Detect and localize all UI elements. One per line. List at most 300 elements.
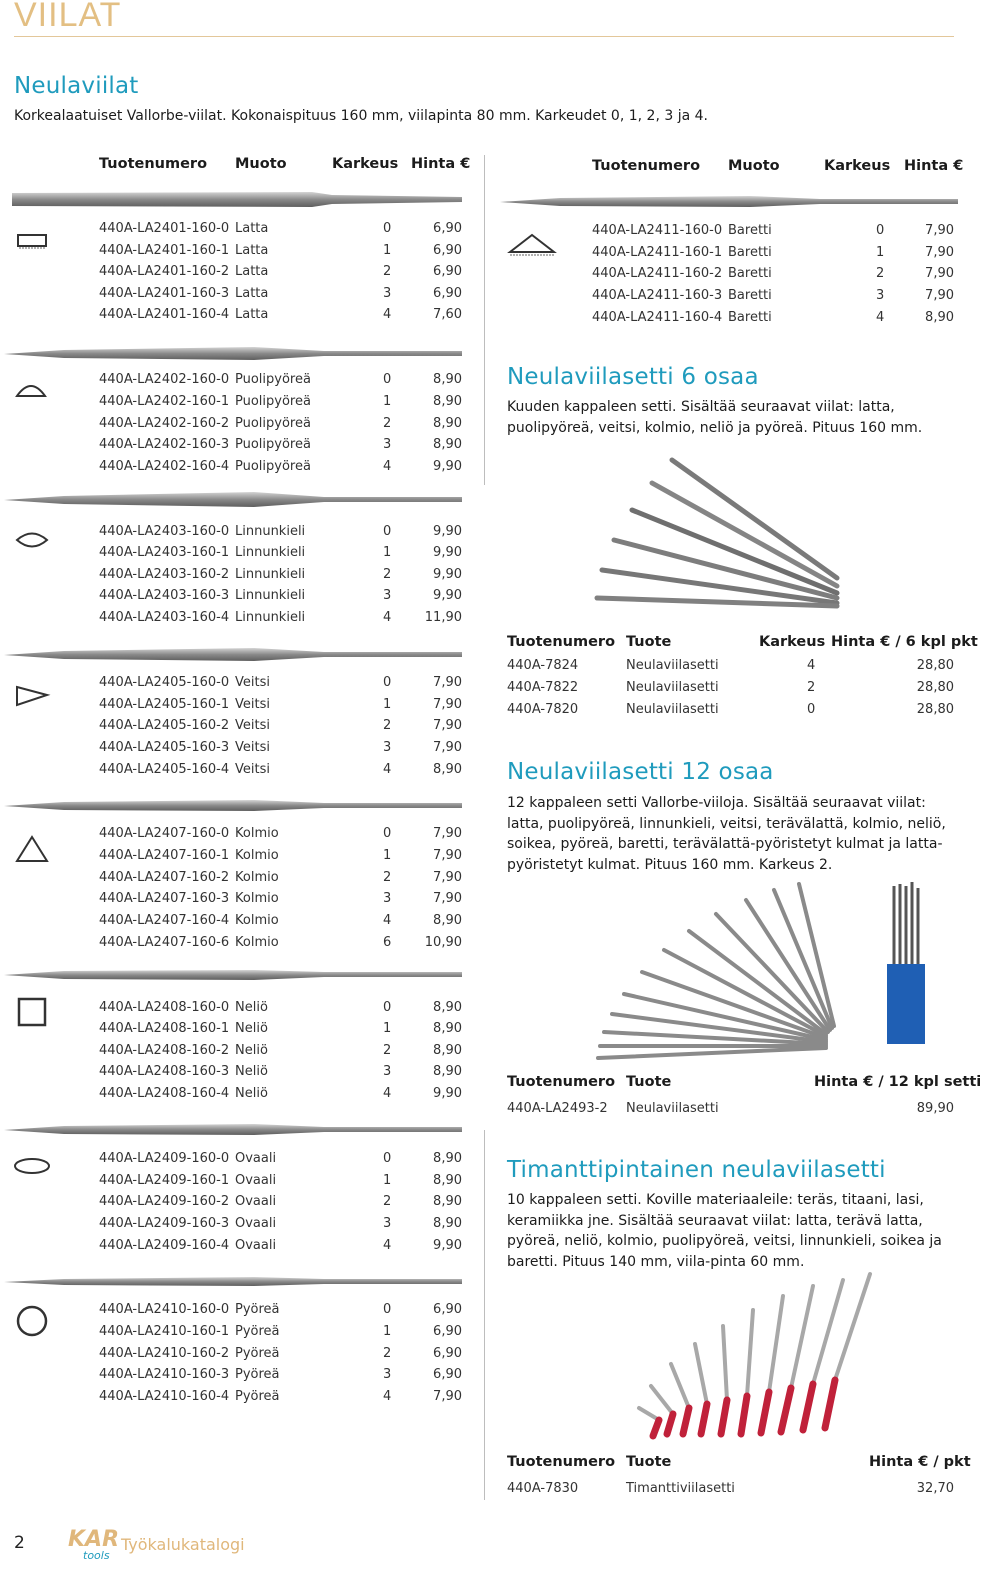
left-header-grade: Karkeus [332,156,399,172]
product-number: 440A-LA2405-160-1 [99,697,230,712]
shape: Kolmio [235,935,279,950]
grade: 4 [876,310,885,325]
product-number: 440A-LA2405-160-3 [99,740,230,755]
shape: Linnunkieli [235,610,306,625]
price: 8,90 [433,1021,462,1036]
table-row [99,1043,462,1065]
price: 11,90 [424,610,462,625]
product-number: 440A-LA2402-160-1 [99,394,230,409]
price: 6,90 [433,221,462,236]
page-number: 2 [14,1533,25,1553]
table-row [99,1389,462,1411]
shape: Ovaali [235,1194,277,1209]
grade: 0 [383,826,392,841]
product-number: 440A-LA2401-160-4 [99,307,230,322]
barrette-profile-icon [506,230,558,258]
grade: 1 [383,545,392,560]
shape: Neliö [235,1086,268,1101]
shape: Puolipyöreä [235,459,311,474]
table-row [507,1481,954,1503]
product-number: 440A-LA2410-160-3 [99,1367,230,1382]
shape: Pyöreä [235,1346,280,1361]
grade: 1 [383,1021,392,1036]
grade: 2 [383,1346,392,1361]
grade: 3 [383,740,392,755]
needle-file-crossing-image [4,490,462,510]
oval-profile-icon [12,1156,52,1176]
price: 6,90 [433,1367,462,1382]
product-number: 440A-LA2410-160-1 [99,1324,230,1339]
set6-header-grade: Karkeus [759,634,826,650]
grade: 3 [383,891,392,906]
shape: Linnunkieli [235,524,306,539]
price: 9,90 [433,1086,462,1101]
grade: 3 [876,288,885,303]
price: 28,80 [916,658,954,673]
table-row [99,740,462,762]
product-number: 440A-LA2402-160-2 [99,416,230,431]
header-divider [14,36,954,37]
table-row [99,1086,462,1108]
shape: Kolmio [235,848,279,863]
product-number: 440A-LA2405-160-4 [99,762,230,777]
grade: 4 [383,1086,392,1101]
shape: Pyöreä [235,1302,280,1317]
table-row [592,266,954,288]
flat-profile-icon [16,232,48,250]
shape: Pyöreä [235,1367,280,1382]
needle-file-flat-image [12,190,462,210]
grade: 2 [383,567,392,582]
right-header-shape: Muoto [728,158,780,174]
product: Neulaviilasetti [626,702,719,717]
price: 7,90 [925,288,954,303]
shape: Ovaali [235,1238,277,1253]
price: 7,90 [433,826,462,841]
set12-product-photo [594,876,944,1066]
table-row [99,567,462,589]
table-row [99,459,462,481]
table-row [99,697,462,719]
grade: 6 [383,935,392,950]
shape: Baretti [728,288,772,303]
table-row [99,307,462,329]
needle-file-square-image [4,965,462,985]
logo-tools-text: tools [83,1549,110,1562]
grade: 0 [383,221,392,236]
left-header-price: Hinta € [411,156,471,172]
price: 6,90 [433,1324,462,1339]
price: 7,90 [925,245,954,260]
grade: 4 [383,1238,392,1253]
grade: 2 [876,266,885,281]
set12-header-price: Hinta € / 12 kpl setti [814,1074,981,1090]
grade: 4 [383,610,392,625]
shape: Linnunkieli [235,588,306,603]
table-row [99,1324,462,1346]
shape: Veitsi [235,718,270,733]
table-row [592,310,954,332]
price: 8,90 [433,913,462,928]
section-title-set12: Neulaviilasetti 12 osaa [507,759,774,785]
shape: Baretti [728,266,772,281]
price: 8,90 [433,1000,462,1015]
product-number: 440A-LA2408-160-4 [99,1086,230,1101]
table-row [592,223,954,245]
grade: 4 [807,658,816,673]
shape: Neliö [235,1064,268,1079]
product-number: 440A-LA2411-160-4 [592,310,723,325]
product-number: 440A-LA2401-160-1 [99,243,230,258]
shape: Linnunkieli [235,567,306,582]
price: 32,70 [916,1481,954,1496]
diamond-header-price: Hinta € / pkt [869,1454,971,1470]
section-description-neulaviilat: Korkealaatuiset Vallorbe-viilat. Kokonaispituus 160 mm, viilapinta 80 mm. Karkeudet 0, 1, 2, 3 ja 4. [14,108,708,124]
table-row [99,870,462,892]
grade: 2 [383,264,392,279]
diamond-header-product-number: Tuotenumero [507,1454,616,1470]
product-number: 440A-LA2408-160-3 [99,1064,230,1079]
product-number: 440A-LA2409-160-1 [99,1173,230,1188]
product-number: 440A-7830 [507,1481,579,1496]
triangle-profile-icon [14,834,50,864]
shape: Puolipyöreä [235,372,311,387]
price: 7,90 [925,266,954,281]
table-row [99,718,462,740]
half-round-profile-icon [14,378,48,400]
shape: Linnunkieli [235,545,306,560]
product-number: 440A-LA2411-160-3 [592,288,723,303]
grade: 4 [383,307,392,322]
shape: Veitsi [235,697,270,712]
price: 8,90 [433,1064,462,1079]
price: 8,90 [433,372,462,387]
price: 7,90 [433,870,462,885]
price: 6,90 [433,1302,462,1317]
table-row [99,1151,462,1173]
section-description-set12: 12 kappaleen setti Vallorbe-viiloja. Sisältää seuraavat viilat: latta, puolipyöreä, linnunkieli, veitsi, terävälattä, kolmio, neliö, soikea, pyöreä, baretti, terävälattä-pyöristetyt kulmat ja latta-pyöristetyt kulmat. Pituus 160 mm. Karkeus 2. [507,795,946,873]
grade: 2 [383,870,392,885]
grade: 4 [383,762,392,777]
product-number: 440A-LA2401-160-2 [99,264,230,279]
product-number: 440A-LA2410-160-4 [99,1389,230,1404]
needle-file-round-image [4,1272,462,1292]
product-number: 440A-LA2407-160-4 [99,913,230,928]
table-row [99,1346,462,1368]
grade: 2 [807,680,816,695]
product: Neulaviilasetti [626,658,719,673]
grade: 2 [383,718,392,733]
table-row [99,1173,462,1195]
product-number: 440A-LA2405-160-0 [99,675,230,690]
right-header-price: Hinta € [904,158,964,174]
table-row [99,891,462,913]
product-number: 440A-LA2407-160-1 [99,848,230,863]
product-number: 440A-LA2409-160-2 [99,1194,230,1209]
page-header-title: VIILAT [14,0,122,34]
product-number: 440A-LA2405-160-2 [99,718,230,733]
grade: 3 [383,437,392,452]
shape: Baretti [728,310,772,325]
product-number: 440A-LA2407-160-0 [99,826,230,841]
grade: 0 [876,223,885,238]
diamond-header-product: Tuote [626,1454,672,1470]
price: 8,90 [433,1043,462,1058]
grade: 1 [383,848,392,863]
grade: 1 [383,394,392,409]
table-row [99,524,462,546]
product-number: 440A-7824 [507,658,579,673]
product: Neulaviilasetti [626,680,719,695]
product-number: 440A-LA2409-160-3 [99,1216,230,1231]
shape: Kolmio [235,891,279,906]
table-row [507,702,954,724]
table-row [99,545,462,567]
section-title-set6: Neulaviilasetti 6 osaa [507,364,759,390]
price: 8,90 [433,394,462,409]
kar-tools-logo [66,1524,118,1562]
needle-file-oval-image [4,1120,462,1140]
table-row [99,286,462,308]
table-row [507,1101,954,1123]
grade: 0 [383,1000,392,1015]
grade: 1 [383,697,392,712]
price: 6,90 [433,286,462,301]
price: 7,60 [433,307,462,322]
table-row [99,437,462,459]
table-row [99,221,462,243]
product-number: 440A-LA2403-160-3 [99,588,230,603]
table-row [99,1021,462,1043]
price: 8,90 [433,1216,462,1231]
table-row [99,394,462,416]
grade: 0 [383,1151,392,1166]
needle-file-barrette-image [500,192,958,212]
crossing-profile-icon [14,530,50,550]
price: 8,90 [433,437,462,452]
shape: Puolipyöreä [235,437,311,452]
shape: Ovaali [235,1151,277,1166]
price: 8,90 [433,416,462,431]
grade: 2 [383,416,392,431]
grade: 0 [383,372,392,387]
product: Neulaviilasetti [626,1101,719,1116]
product-number: 440A-LA2401-160-0 [99,221,230,236]
needle-file-knife-image [4,645,462,665]
price: 7,90 [433,891,462,906]
table-row [99,1064,462,1086]
price: 6,90 [433,264,462,279]
table-row [99,762,462,784]
round-profile-icon [15,1304,49,1338]
table-row [507,658,954,680]
shape: Veitsi [235,762,270,777]
shape: Neliö [235,1000,268,1015]
table-row [99,675,462,697]
table-row [99,1302,462,1324]
product-number: 440A-LA2403-160-2 [99,567,230,582]
grade: 2 [383,1194,392,1209]
price: 6,90 [433,1346,462,1361]
product-number: 440A-LA2403-160-4 [99,610,230,625]
price: 9,90 [433,524,462,539]
section-description-set6: Kuuden kappaleen setti. Sisältää seuraavat viilat: latta, puolipyöreä, veitsi, kolmio, neliö ja pyöreä. Pituus 160 mm. [507,399,923,436]
price: 7,90 [925,223,954,238]
price: 9,90 [433,545,462,560]
product-number: 440A-LA2411-160-2 [592,266,723,281]
table-row [99,826,462,848]
grade: 3 [383,588,392,603]
shape: Neliö [235,1043,268,1058]
price: 7,90 [433,1389,462,1404]
shape: Neliö [235,1021,268,1036]
column-divider-top [484,155,485,485]
table-row [507,680,954,702]
grade: 3 [383,1064,392,1079]
table-row [99,588,462,610]
table-row [99,610,462,632]
grade: 2 [383,1043,392,1058]
shape: Latta [235,307,269,322]
product-number: 440A-LA2410-160-2 [99,1346,230,1361]
product-number: 440A-7820 [507,702,579,717]
left-header-product-number: Tuotenumero [99,156,208,172]
shape: Pyöreä [235,1324,280,1339]
knife-profile-icon [14,684,50,708]
price: 8,90 [433,1173,462,1188]
product-number: 440A-LA2409-160-4 [99,1238,230,1253]
price: 8,90 [433,1151,462,1166]
shape: Kolmio [235,870,279,885]
product-number: 440A-LA2407-160-2 [99,870,230,885]
price: 8,90 [433,762,462,777]
table-row [592,288,954,310]
shape: Kolmio [235,826,279,841]
product-number: 440A-LA2402-160-4 [99,459,230,474]
shape: Ovaali [235,1216,277,1231]
column-divider-bottom [484,1130,485,1500]
product-number: 440A-7822 [507,680,579,695]
section-title-neulaviilat: Neulaviilat [14,73,139,99]
product: Timanttiviilasetti [626,1481,735,1496]
section-title-diamond: Timanttipintainen neulaviilasetti [507,1157,886,1183]
table-row [99,243,462,265]
grade: 3 [383,286,392,301]
product-number: 440A-LA2493-2 [507,1101,608,1116]
product-number: 440A-LA2401-160-3 [99,286,230,301]
table-row [99,913,462,935]
price: 7,90 [433,697,462,712]
grade: 4 [383,459,392,474]
needle-file-half-round-image [4,344,462,364]
price: 9,90 [433,1238,462,1253]
table-row [99,416,462,438]
shape: Latta [235,243,269,258]
product-number: 440A-LA2408-160-2 [99,1043,230,1058]
product-number: 440A-LA2402-160-3 [99,437,230,452]
product-number: 440A-LA2411-160-1 [592,245,723,260]
shape: Baretti [728,245,772,260]
logo-kar-text: KAR [68,1527,120,1552]
price: 28,80 [916,702,954,717]
grade: 3 [383,1216,392,1231]
shape: Veitsi [235,675,270,690]
price: 89,90 [916,1101,954,1116]
price: 8,90 [433,1194,462,1209]
table-row [99,1367,462,1389]
shape: Latta [235,221,269,236]
product-number: 440A-LA2409-160-0 [99,1151,230,1166]
price: 7,90 [433,718,462,733]
shape: Latta [235,286,269,301]
right-header-product-number: Tuotenumero [592,158,701,174]
price: 10,90 [424,935,462,950]
set6-header-price: Hinta € / 6 kpl pkt [831,634,978,650]
grade: 3 [383,1367,392,1382]
grade: 4 [383,913,392,928]
price: 28,80 [916,680,954,695]
set12-header-product-number: Tuotenumero [507,1074,616,1090]
product-number: 440A-LA2403-160-0 [99,524,230,539]
product-number: 440A-LA2408-160-0 [99,1000,230,1015]
product-number: 440A-LA2407-160-3 [99,891,230,906]
price: 9,90 [433,459,462,474]
shape: Baretti [728,223,772,238]
grade: 0 [807,702,816,717]
shape: Ovaali [235,1173,277,1188]
shape: Puolipyöreä [235,416,311,431]
table-row [99,372,462,394]
product-number: 440A-LA2411-160-0 [592,223,723,238]
blue-case [887,882,925,1044]
table-row [99,1194,462,1216]
table-row [99,1000,462,1022]
table-row [99,264,462,286]
set12-header-product: Tuote [626,1074,672,1090]
grade: 1 [876,245,885,260]
table-row [99,1216,462,1238]
table-row [592,245,954,267]
shape: Pyöreä [235,1389,280,1404]
grade: 1 [383,1324,392,1339]
set6-header-product: Tuote [626,634,672,650]
set6-header-product-number: Tuotenumero [507,634,616,650]
catalog-name: Työkalukatalogi [121,1535,245,1554]
square-profile-icon [16,996,48,1028]
table-row [99,1238,462,1260]
set6-product-photo [592,448,852,610]
price: 9,90 [433,588,462,603]
price: 7,90 [433,740,462,755]
product-number: 440A-LA2408-160-1 [99,1021,230,1036]
price: 7,90 [433,675,462,690]
section-description-diamond: 10 kappaleen setti. Koville materiaaleile: teräs, titaani, lasi, keramiikka jne. Sisältää seuraavat viilat: latta, terävä latta, pyöreä, neliö, kolmio, puolipyöreä, veitsi, linnunkieli, soikea ja baretti. Pituus 140 mm, viila-pinta 60 mm. [507,1192,942,1270]
right-header-grade: Karkeus [824,158,891,174]
shape: Puolipyöreä [235,394,311,409]
grade: 1 [383,243,392,258]
shape: Latta [235,264,269,279]
table-row [99,935,462,957]
diamond-set-product-photo [635,1268,895,1440]
grade: 0 [383,675,392,690]
needle-file-triangle-image [4,796,462,816]
left-header-shape: Muoto [235,156,287,172]
product-number: 440A-LA2410-160-0 [99,1302,230,1317]
shape: Veitsi [235,740,270,755]
price: 8,90 [925,310,954,325]
product-number: 440A-LA2407-160-6 [99,935,230,950]
grade: 0 [383,1302,392,1317]
